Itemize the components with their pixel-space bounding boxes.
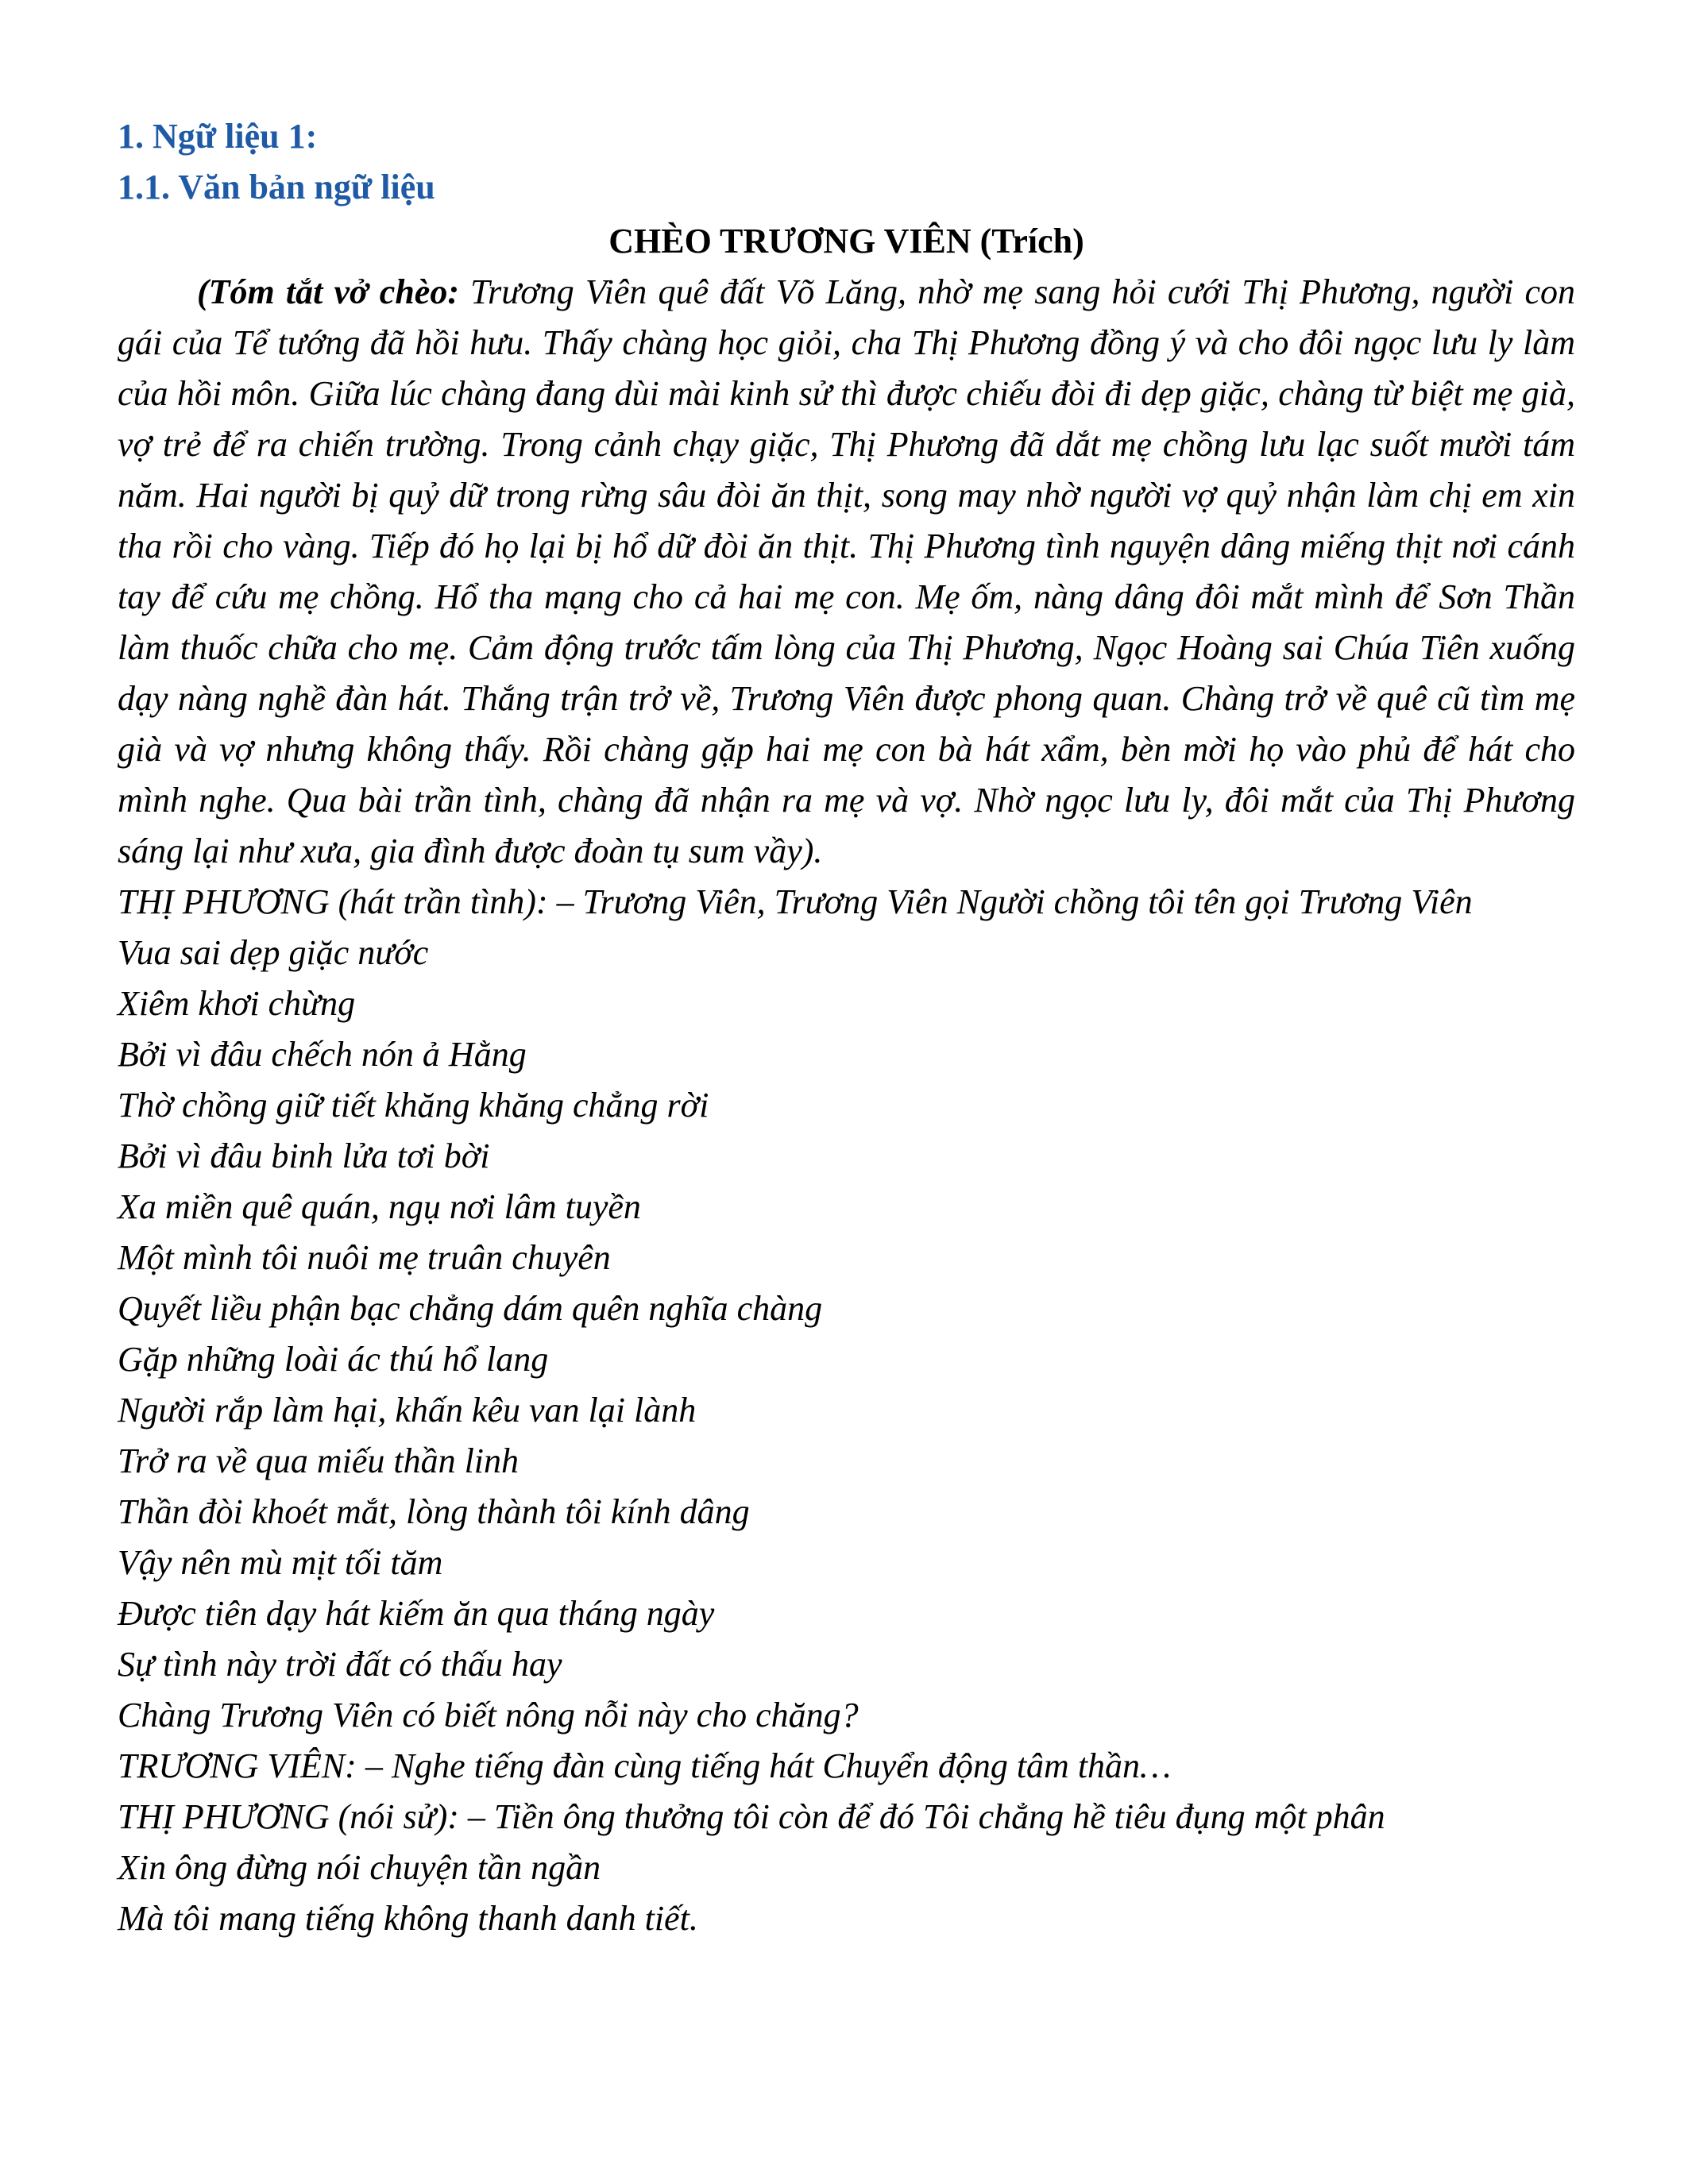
verse-line: Xa miền quê quán, ngụ nơi lâm tuyền (118, 1187, 641, 1226)
verse-line: Một mình tôi nuôi mẹ truân chuyên (118, 1238, 611, 1277)
section-heading: 1. Ngữ liệu 1: (118, 117, 318, 156)
text-title: CHÈO TRƯƠNG VIÊN (Trích) (608, 222, 1084, 260)
verse-line: Mà tôi mang tiếng không thanh danh tiết. (118, 1899, 698, 1938)
verse-line: Vua sai dẹp giặc nước (118, 933, 429, 972)
verse-line: Xiêm khơi chừng (118, 984, 356, 1023)
verse-line: Quyết liều phận bạc chẳng dám quên nghĩa chàng (118, 1289, 823, 1328)
play-summary (118, 267, 1575, 877)
verse-line: Người rắp làm hại, khấn kêu van lại lành (118, 1391, 697, 1430)
subsection-heading: 1.1. Văn bản ngữ liệu (118, 168, 435, 206)
verse-line: Bởi vì đâu binh lửa tơi bời (118, 1136, 490, 1175)
verse-line: Sự tình này trời đất có thấu hay (118, 1645, 562, 1684)
verse-line: Bởi vì đâu chếch nón ả Hằng (118, 1035, 527, 1074)
verse-line: Vậy nên mù mịt tối tăm (118, 1543, 443, 1582)
verse-line: TRƯƠNG VIÊN: – Nghe tiếng đàn cùng tiếng hát Chuyển động tâm thần… (118, 1746, 1172, 1785)
verse-line: Được tiên dạy hát kiếm ăn qua tháng ngày (118, 1594, 715, 1633)
verse-line: Thờ chồng giữ tiết khăng khăng chẳng rời (118, 1086, 709, 1125)
verse-line: THỊ PHƯƠNG (nói sử): – Tiền ông thưởng tôi còn để đó Tôi chẳng hề tiêu đụng một phân (118, 1797, 1385, 1836)
verse-line: Gặp những loài ác thú hổ lang (118, 1340, 549, 1379)
summary-lead: (Tóm tắt vở chèo: (197, 272, 459, 311)
verse-line: Thần đòi khoét mắt, lòng thành tôi kính dâng (118, 1492, 750, 1531)
verse-line: Chàng Trương Viên có biết nông nỗi này cho chăng? (118, 1696, 859, 1734)
verse-line: Trở ra về qua miếu thần linh (118, 1441, 520, 1480)
verse-line: THỊ PHƯƠNG (hát trần tình): – Trương Viên, Trương Viên Người chồng tôi tên gọi Trương Viên (118, 882, 1473, 921)
verse-line: Xin ông đừng nói chuyện tần ngần (118, 1848, 601, 1887)
summary-body: Trương Viên quê đất Võ Lăng, nhờ mẹ sang hỏi cưới Thị Phương, người con gái của Tể tướng đã hồi hưu. Thấy chàng học giỏi, cha Thị Phương đồng ý và cho đôi ngọc lưu ly làm của hồi môn. Giữa lúc chàng đang dùi mài kinh sử thì được chiếu đòi đi dẹp giặc, chàng từ biệt mẹ già, vợ trẻ để ra chiến trường. Trong cảnh chạy giặc, Thị Phương đã dắt mẹ chồng lưu lạc suốt mười tám năm. Hai người bị quỷ dữ trong rừng sâu đòi ăn thịt, song may nhờ người vợ quỷ nhận làm chị em xin tha rồi cho vàng. Tiếp đó họ lại bị hổ dữ đòi ăn thịt. Thị Phương tình nguyện dâng miếng thịt nơi cánh tay để cứu mẹ chồng. Hổ tha mạng cho cả hai mẹ con. Mẹ ốm, nàng dâng đôi mắt mình để Sơn Thần làm thuốc chữa cho mẹ. Cảm động trước tấm lòng của Thị Phương, Ngọc Hoàng sai Chúa Tiên xuống dạy nàng nghề đàn hát. Thắng trận trở về, Trương Viên được phong quan. Chàng trở về quê cũ tìm mẹ già và vợ nhưng không thấy. Rồi chàng gặp hai mẹ con bà hát xẩm, bèn mời họ vào phủ để hát cho mình nghe. Qua bài trần tình, chàng đã nhận ra mẹ và vợ. Nhờ ngọc lưu ly, đôi mắt của Thị Phương sáng lại như xưa, gia đình được đoàn tụ sum vầy). (118, 272, 1575, 870)
document-content (118, 111, 1575, 1944)
